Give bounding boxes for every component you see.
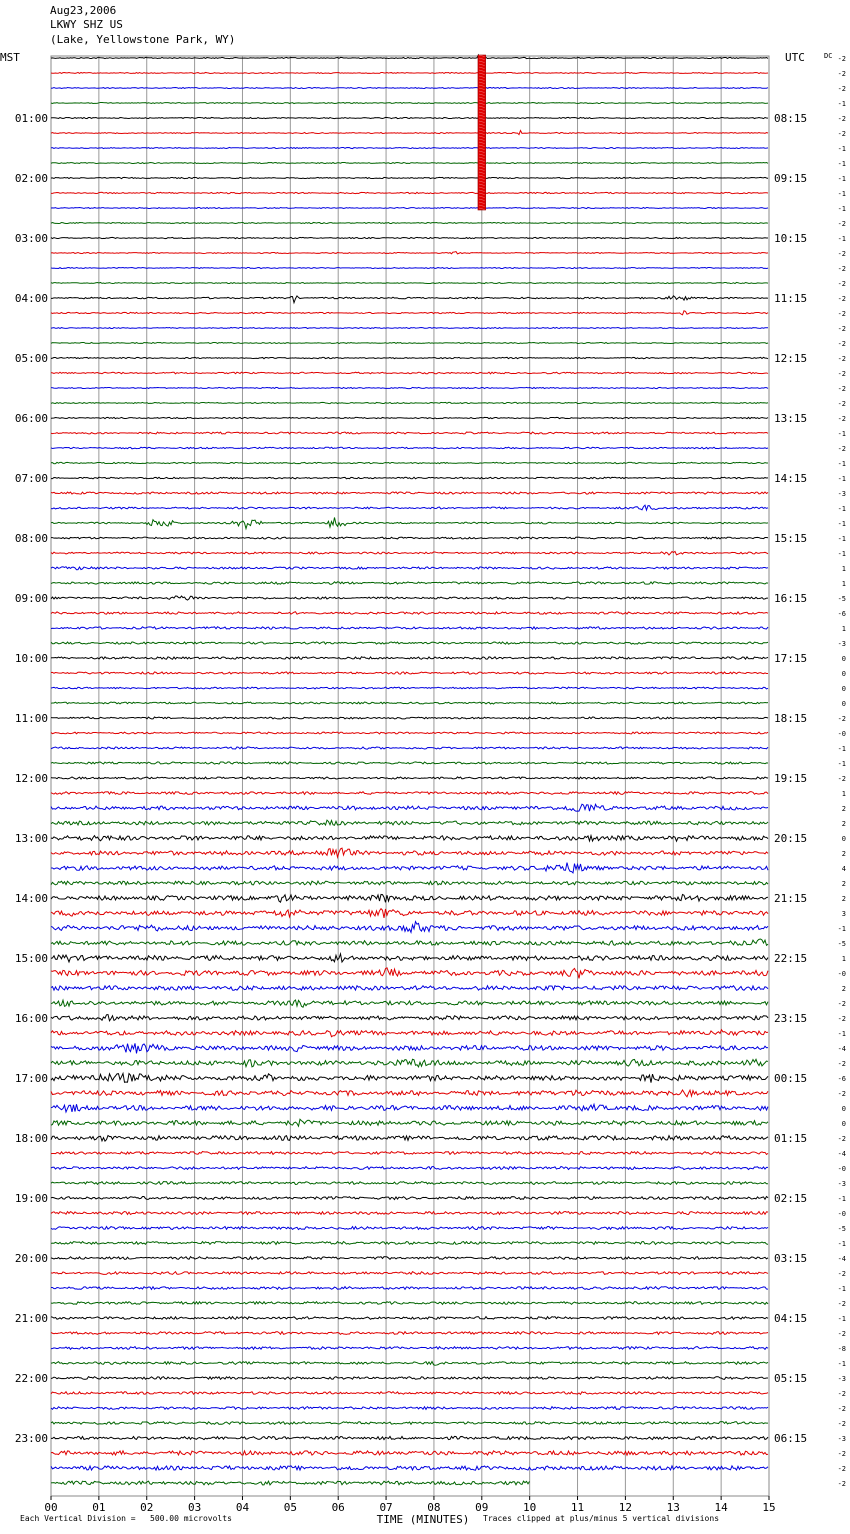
seismic-trace: [51, 881, 768, 885]
seismic-trace: [51, 1422, 768, 1425]
seismic-trace: [51, 1226, 768, 1229]
left-hour-label: 11:00: [14, 712, 48, 725]
dc-offset-label: -1: [837, 100, 846, 108]
dc-offset-label: -1: [837, 160, 846, 168]
seismic-trace: [51, 968, 768, 979]
seismic-trace: [51, 848, 768, 857]
x-tick-label: 02: [140, 1501, 154, 1514]
left-hour-label: 15:00: [14, 952, 48, 965]
seismic-trace: [51, 1167, 768, 1170]
right-hour-label: 23:15: [774, 1012, 808, 1025]
dc-offset-label: 2: [841, 895, 846, 903]
dc-offset-label: -1: [837, 460, 846, 468]
dc-offset-label: -2: [837, 445, 846, 453]
right-hour-label: 02:15: [774, 1192, 808, 1205]
dc-offset-label: -5: [837, 940, 846, 948]
dc-offset-label: -2: [837, 1465, 846, 1473]
dc-offset-label: -2: [837, 70, 846, 78]
seismic-trace: [51, 762, 768, 764]
seismic-trace: [51, 282, 768, 283]
left-hour-label: 02:00: [14, 172, 48, 185]
dc-offset-label: -2: [837, 85, 846, 93]
seismic-trace: [51, 1347, 768, 1350]
dc-offset-label: -2: [837, 295, 846, 303]
dc-offset-label: 1: [841, 625, 846, 633]
dc-offset-label: 0: [841, 1105, 846, 1113]
left-hour-label: 14:00: [14, 892, 48, 905]
seismic-trace: [51, 207, 768, 208]
dc-offset-label: -1: [837, 1285, 846, 1293]
seismic-trace: [51, 267, 768, 268]
seismic-trace: [51, 1119, 768, 1126]
dc-offset-label: -5: [837, 1225, 846, 1233]
seismic-trace: [51, 567, 768, 570]
dc-offset-label: -3: [837, 490, 846, 498]
dc-offset-label: -2: [837, 385, 846, 393]
right-hour-label: 08:15: [774, 112, 808, 125]
seismic-trace: [51, 492, 768, 494]
right-hour-label: 14:15: [774, 472, 808, 485]
x-tick-label: 15: [762, 1501, 776, 1514]
dc-offset-label: -3: [837, 1435, 846, 1443]
dc-offset-label: 2: [841, 820, 846, 828]
dc-offset-label: -2: [837, 220, 846, 228]
seismic-trace: [51, 1302, 768, 1305]
seismic-trace: [51, 939, 768, 945]
left-hour-label: 12:00: [14, 772, 48, 785]
seismic-trace: [51, 1272, 768, 1275]
dc-offset-label: 3: [841, 910, 846, 918]
seismic-trace: [51, 447, 768, 449]
dc-offset-label: -2: [837, 55, 846, 63]
seismic-trace: [51, 327, 768, 328]
dc-offset-label: -1: [837, 430, 846, 438]
seismic-trace: [51, 1136, 768, 1142]
seismic-trace: [51, 1182, 768, 1185]
dc-offset-label: -1: [837, 760, 846, 768]
seismic-trace: [51, 642, 768, 644]
seismic-trace: [51, 792, 768, 795]
dc-offset-label: 0: [841, 685, 846, 693]
left-hour-label: 22:00: [14, 1372, 48, 1385]
dc-offset-label: -1: [837, 745, 846, 753]
seismic-trace: [51, 1000, 768, 1007]
x-tick-label: 08: [427, 1501, 441, 1514]
seismic-trace: [51, 717, 768, 719]
division-label: Each Vertical Division =: [20, 1514, 136, 1523]
seismic-trace: [51, 402, 768, 403]
left-hour-label: 08:00: [14, 532, 48, 545]
seismic-trace: [51, 432, 768, 434]
dc-offset-label: -1: [837, 1030, 846, 1038]
seismic-trace: [51, 747, 768, 749]
x-tick-label: 05: [283, 1501, 297, 1514]
dc-offset-label: -6: [837, 1075, 846, 1083]
right-hour-label: 17:15: [774, 652, 808, 665]
dc-offset-label: -1: [837, 520, 846, 528]
left-hour-label: 20:00: [14, 1252, 48, 1265]
dc-offset-label: -1: [837, 205, 846, 213]
left-hour-label: 05:00: [14, 352, 48, 365]
dc-offset-label: -2: [837, 355, 846, 363]
x-tick-label: 12: [618, 1501, 633, 1514]
dc-offset-label: 0: [841, 670, 846, 678]
right-hour-label: 12:15: [774, 352, 808, 365]
right-hour-label: 18:15: [774, 712, 808, 725]
seismic-trace: [51, 777, 768, 779]
right-hour-label: 06:15: [774, 1432, 808, 1445]
dc-offset-label: -1: [837, 145, 846, 153]
dc-offset-label: -2: [837, 1000, 846, 1008]
seismic-trace: [51, 537, 768, 539]
seismic-trace: [51, 372, 768, 374]
x-tick-label: 11: [570, 1501, 585, 1514]
recording-date: Aug23,2006: [50, 4, 117, 17]
seismic-trace: [51, 921, 768, 932]
station-code: LKWY SHZ US: [50, 18, 123, 31]
plot-frame: [51, 56, 769, 1496]
dc-offset-label: -4: [837, 1255, 846, 1263]
seismic-trace: [51, 894, 768, 902]
left-hour-label: 16:00: [14, 1012, 48, 1025]
dc-offset-label: -0: [837, 1210, 846, 1218]
dc-offset-label: -2: [837, 115, 846, 123]
left-hour-label: 09:00: [14, 592, 48, 605]
seismic-trace: [51, 582, 768, 584]
dc-offset-label: -4: [837, 1045, 846, 1053]
dc-offset-label: -2: [837, 130, 846, 138]
seismic-trace: [51, 687, 768, 689]
trace-group: [51, 55, 768, 1485]
seismic-trace: [51, 505, 768, 510]
left-timezone-label: MST: [0, 51, 20, 64]
x-tick-label: 10: [523, 1501, 537, 1514]
right-hour-label: 11:15: [774, 292, 808, 305]
seismic-trace: [51, 296, 768, 303]
dc-offset-label: 0: [841, 835, 846, 843]
dc-offset-label: -2: [837, 1090, 846, 1098]
right-hour-label: 04:15: [774, 1312, 808, 1325]
dc-offset-label: 0: [841, 700, 846, 708]
seismic-trace: [51, 702, 768, 704]
seismic-trace: [51, 417, 768, 418]
dc-label: DC: [824, 52, 833, 60]
seismic-trace: [51, 163, 768, 164]
seismic-trace: [51, 1287, 768, 1290]
x-tick-label: 13: [666, 1501, 680, 1514]
dc-offset-label: -1: [837, 1360, 846, 1368]
left-hour-label: 06:00: [14, 412, 48, 425]
seismic-trace: [51, 1257, 768, 1260]
seismic-trace: [51, 863, 768, 873]
left-hour-label: 10:00: [14, 652, 48, 665]
dc-offset-label: 2: [841, 850, 846, 858]
seismic-trace: [51, 357, 768, 358]
dc-offset-label: -2: [837, 1330, 846, 1338]
dc-offset-label: -2: [837, 1420, 846, 1428]
left-hour-label: 18:00: [14, 1132, 48, 1145]
seismic-trace: [51, 342, 768, 343]
seismic-trace: [51, 1104, 768, 1112]
seismic-trace: [51, 1030, 768, 1037]
dc-offset-label: 0: [841, 1120, 846, 1128]
seismic-trace: [51, 804, 768, 811]
seismic-trace: [51, 130, 768, 134]
dc-offset-label: -1: [837, 235, 846, 243]
seismic-trace: [51, 820, 768, 825]
seismic-trace: [51, 909, 768, 918]
seismic-trace: [51, 177, 768, 178]
seismic-trace: [51, 551, 768, 555]
right-hour-label: 03:15: [774, 1252, 808, 1265]
x-tick-label: 14: [714, 1501, 728, 1514]
seismic-trace: [51, 612, 768, 614]
dc-offset-label: 1: [841, 955, 846, 963]
right-hour-label: 16:15: [774, 592, 808, 605]
dc-offset-label: -1: [837, 505, 846, 513]
right-hour-label: 15:15: [774, 532, 808, 545]
left-hour-label: 13:00: [14, 832, 48, 845]
dc-offset-label: -2: [837, 1390, 846, 1398]
left-hour-label: 03:00: [14, 232, 48, 245]
dc-offset-label: -5: [837, 595, 846, 603]
dc-offset-label: -4: [837, 1150, 846, 1158]
clipped-event-block: [478, 55, 486, 210]
clip-note: Traces clipped at plus/minus 5 vertical divisions: [483, 1514, 720, 1523]
dc-offset-label: 2: [841, 805, 846, 813]
dc-offset-label: -2: [837, 1450, 846, 1458]
right-hour-label: 09:15: [774, 172, 808, 185]
seismic-trace: [51, 657, 768, 659]
seismic-trace: [51, 1436, 768, 1439]
seismic-trace: [51, 192, 768, 193]
seismic-trace: [51, 87, 768, 88]
seismic-trace: [51, 1407, 768, 1410]
dc-offset-label: -2: [837, 310, 846, 318]
dc-offset-label: -2: [837, 280, 846, 288]
left-hour-label: 01:00: [14, 112, 48, 125]
seismic-trace: [51, 517, 768, 528]
seismic-trace: [51, 596, 768, 600]
right-hour-label: 21:15: [774, 892, 808, 905]
seismic-trace: [51, 954, 768, 962]
seismic-trace: [51, 1073, 768, 1082]
seismic-trace: [51, 311, 768, 315]
seismic-trace: [51, 1090, 768, 1097]
dc-offset-label: -2: [837, 1480, 846, 1488]
seismic-trace: [51, 1317, 768, 1320]
dc-offset-label: 1: [841, 565, 846, 573]
seismic-trace: [51, 1211, 768, 1214]
dc-offset-label: -2: [837, 1015, 846, 1023]
seismic-trace: [51, 102, 768, 103]
seismic-trace: [51, 387, 768, 388]
right-hour-label: 20:15: [774, 832, 808, 845]
left-hour-label: 17:00: [14, 1072, 48, 1085]
dc-offset-label: -2: [837, 775, 846, 783]
dc-offset-label: -2: [837, 325, 846, 333]
dc-offset-label: 1: [841, 580, 846, 588]
left-hour-label: 07:00: [14, 472, 48, 485]
dc-offset-label: 1: [841, 790, 846, 798]
dc-offset-label: -8: [837, 1345, 846, 1353]
dc-offset-label: -1: [837, 475, 846, 483]
seismic-trace: [51, 1451, 768, 1455]
seismic-trace: [51, 147, 768, 148]
seismic-trace: [51, 72, 768, 73]
dc-offset-label: -1: [837, 1240, 846, 1248]
dc-offset-label: 4: [841, 865, 846, 873]
dc-offset-label: -1: [837, 175, 846, 183]
left-hour-label: 04:00: [14, 292, 48, 305]
x-tick-label: 01: [92, 1501, 106, 1514]
dc-offset-label: -1: [837, 535, 846, 543]
seismic-trace: [51, 1332, 768, 1335]
left-hour-label: 21:00: [14, 1312, 48, 1325]
right-timezone-label: UTC: [785, 51, 805, 64]
dc-offset-label: -2: [837, 1405, 846, 1413]
dc-offset-label: -0: [837, 1165, 846, 1173]
seismic-trace: [51, 672, 768, 674]
seismic-trace: [51, 1242, 768, 1245]
right-hour-label: 22:15: [774, 952, 808, 965]
dc-offset-label: -2: [837, 340, 846, 348]
x-tick-label: 09: [475, 1501, 489, 1514]
seismic-trace: [51, 1377, 768, 1380]
seismic-trace: [51, 252, 768, 254]
seismic-trace: [51, 1043, 768, 1053]
right-hour-label: 00:15: [774, 1072, 808, 1085]
seismic-trace: [51, 477, 768, 479]
seismic-trace: [51, 222, 768, 223]
dc-offset-label: -3: [837, 640, 846, 648]
seismic-trace: [51, 1392, 768, 1395]
dc-offset-label: -3: [837, 1180, 846, 1188]
dc-offset-label: -2: [837, 400, 846, 408]
dc-offset-label: 0: [841, 655, 846, 663]
dc-offset-label: -1: [837, 925, 846, 933]
x-axis-label: TIME (MINUTES): [376, 1513, 470, 1526]
seismic-trace: [51, 1015, 768, 1021]
station-location: (Lake, Yellowstone Park, WY): [50, 33, 236, 46]
dc-offset-label: -1: [837, 550, 846, 558]
dc-offset-label: 2: [841, 880, 846, 888]
dc-offset-label: -1: [837, 190, 846, 198]
dc-offset-label: -2: [837, 1060, 846, 1068]
seismic-trace: [51, 732, 768, 734]
division-value: 500.00 microvolts: [150, 1514, 232, 1523]
seismic-trace: [51, 836, 768, 842]
dc-offset-label: -2: [837, 715, 846, 723]
dc-offset-label: 2: [841, 985, 846, 993]
dc-offset-label: -6: [837, 610, 846, 618]
right-hour-label: 05:15: [774, 1372, 808, 1385]
dc-offset-label: -0: [837, 730, 846, 738]
dc-offset-label: -2: [837, 1300, 846, 1308]
dc-offset-label: -2: [837, 265, 846, 273]
right-hour-label: 10:15: [774, 232, 808, 245]
seismic-trace: [51, 1362, 768, 1366]
dc-offset-label: -2: [837, 415, 846, 423]
seismic-trace: [51, 462, 768, 463]
x-tick-label: 07: [379, 1501, 393, 1514]
right-hour-label: 01:15: [774, 1132, 808, 1145]
label-group: [0, 51, 846, 1526]
seismic-trace: [51, 1197, 768, 1200]
seismic-trace: [51, 627, 768, 629]
dc-offset-label: -2: [837, 250, 846, 258]
x-tick-label: 06: [331, 1501, 345, 1514]
dc-offset-label: -2: [837, 370, 846, 378]
dc-offset-label: -3: [837, 1375, 846, 1383]
x-tick-label: 03: [187, 1501, 202, 1514]
seismic-trace: [51, 1152, 768, 1155]
right-hour-label: 13:15: [774, 412, 808, 425]
dc-offset-label: -0: [837, 970, 846, 978]
left-hour-label: 23:00: [14, 1432, 48, 1445]
dc-offset-label: -1: [837, 1195, 846, 1203]
x-tick-label: 04: [235, 1501, 250, 1514]
dc-offset-label: -1: [837, 1315, 846, 1323]
seismic-trace: [51, 237, 768, 238]
x-tick-label: 00: [44, 1501, 58, 1514]
seismic-trace: [51, 1466, 768, 1470]
dc-offset-label: -2: [837, 1135, 846, 1143]
left-hour-label: 19:00: [14, 1192, 48, 1205]
seismic-trace: [51, 986, 768, 991]
dc-offset-label: -2: [837, 1270, 846, 1278]
right-hour-label: 19:15: [774, 772, 808, 785]
seismic-trace: [51, 1059, 768, 1067]
seismic-trace: [51, 117, 768, 118]
